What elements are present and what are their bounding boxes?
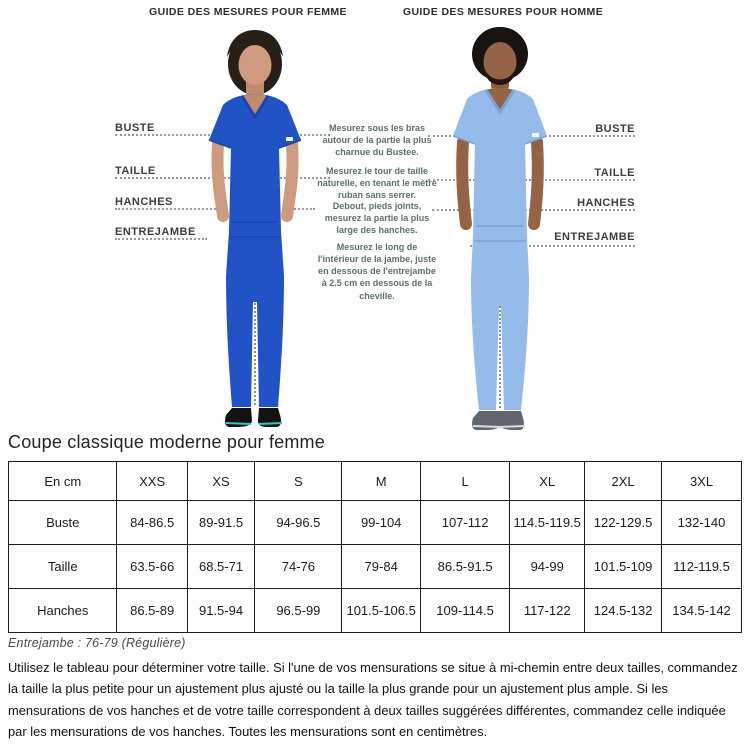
inseam-vertical-line-male [499,306,501,408]
label-buste-left: BUSTE [115,122,155,134]
female-face [239,45,272,85]
instruction-hips: Debout, pieds joints, mesurez la partie la plus large des hanches. [324,201,430,236]
male-guide-title: GUIDE DES MESURES POUR HOMME [402,6,604,18]
instruction-bust: Mesurez sous les bras autour de la partie la plus charnue du Bustee. [322,123,432,158]
cell: 94-96.5 [255,501,342,545]
cell: 79-84 [342,545,420,589]
cell: 107-112 [420,501,509,545]
table-row-taille [9,545,742,589]
label-hanches-right: HANCHES [577,197,635,209]
female-guide-title: GUIDE DES MESURES POUR FEMME [149,6,347,18]
row-label: Taille [9,545,117,589]
inseam-note: Entrejambe : 76-79 (Régulière) [8,636,186,650]
female-left-arm [217,144,223,216]
size-table-header-row [9,462,742,501]
label-entrejambe-left: ENTREJAMBE [115,226,196,238]
label-entrejambe-right: ENTREJAMBE [554,231,635,243]
cell: 101.5-109 [585,545,662,589]
col-header-m: M [342,462,420,501]
cell: 117-122 [510,589,585,633]
cell: 101.5-106.5 [342,589,420,633]
male-left-arm [462,142,466,224]
cell: 112-119.5 [662,545,742,589]
cell: 94-99 [510,545,585,589]
col-header-xxs: XXS [117,462,187,501]
label-taille-right: TAILLE [594,167,635,179]
instruction-inseam: Mesurez le long de l'intérieur de la jambe, juste en dessous de l'entrejambe à 2.5 cm en dessous de la cheville. [317,242,437,301]
table-row-hanches [9,589,742,633]
row-label: Hanches [9,589,117,633]
female-right-arm [287,144,293,216]
cell: 74-76 [255,545,342,589]
col-header-unit: En cm [9,462,117,501]
cell: 109-114.5 [420,589,509,633]
col-header-xl: XL [510,462,585,501]
col-header-3xl: 3XL [662,462,742,501]
cell: 91.5-94 [187,589,254,633]
label-taille-left: TAILLE [115,165,156,177]
cell: 86.5-91.5 [420,545,509,589]
col-header-l: L [420,462,509,501]
cell: 63.5-66 [117,545,187,589]
cell: 114.5-119.5 [510,501,585,545]
cell: 99-104 [342,501,420,545]
cell: 96.5-99 [255,589,342,633]
col-header-2xl: 2XL [585,462,662,501]
section-heading: Coupe classique moderne pour femme [8,432,325,452]
label-hanches-left: HANCHES [115,196,173,208]
table-row-buste [9,501,742,545]
cell: 122-129.5 [585,501,662,545]
cell: 124.5-132 [585,589,662,633]
cell: 84-86.5 [117,501,187,545]
sizing-help-paragraph: Utilisez le tableau pour déterminer votre taille. Si l'une de vos mensurations se situe à mi-chemin entre deux tailles, commandez la taille la plus petite pour un ajustement plus ajusté ou la taille la plus grande pour un ajustement plus ample. Si les mensurations de vos hanches et de votre taille correspondent à deux tailles suggérées différentes, commandez celle indiquée par les mensurations de vos hanches. Toutes les mensurations sont en centimètres. [8,660,738,740]
col-header-xs: XS [187,462,254,501]
cell: 68.5-71 [187,545,254,589]
cell: 134.5-142 [662,589,742,633]
row-label: Buste [9,501,117,545]
instruction-waist: Mesurez le tour de taille naturelle, en tenant le mètre ruban sans serrer. [317,166,437,201]
inseam-vertical-line-female [254,303,256,405]
brand-logo-sleeve [286,137,293,141]
cell: 132-140 [662,501,742,545]
col-header-s: S [255,462,342,501]
cell: 86.5-89 [117,589,187,633]
male-right-arm [534,142,538,224]
size-table [8,461,742,633]
cell: 89-91.5 [187,501,254,545]
label-buste-right: BUSTE [595,123,635,135]
